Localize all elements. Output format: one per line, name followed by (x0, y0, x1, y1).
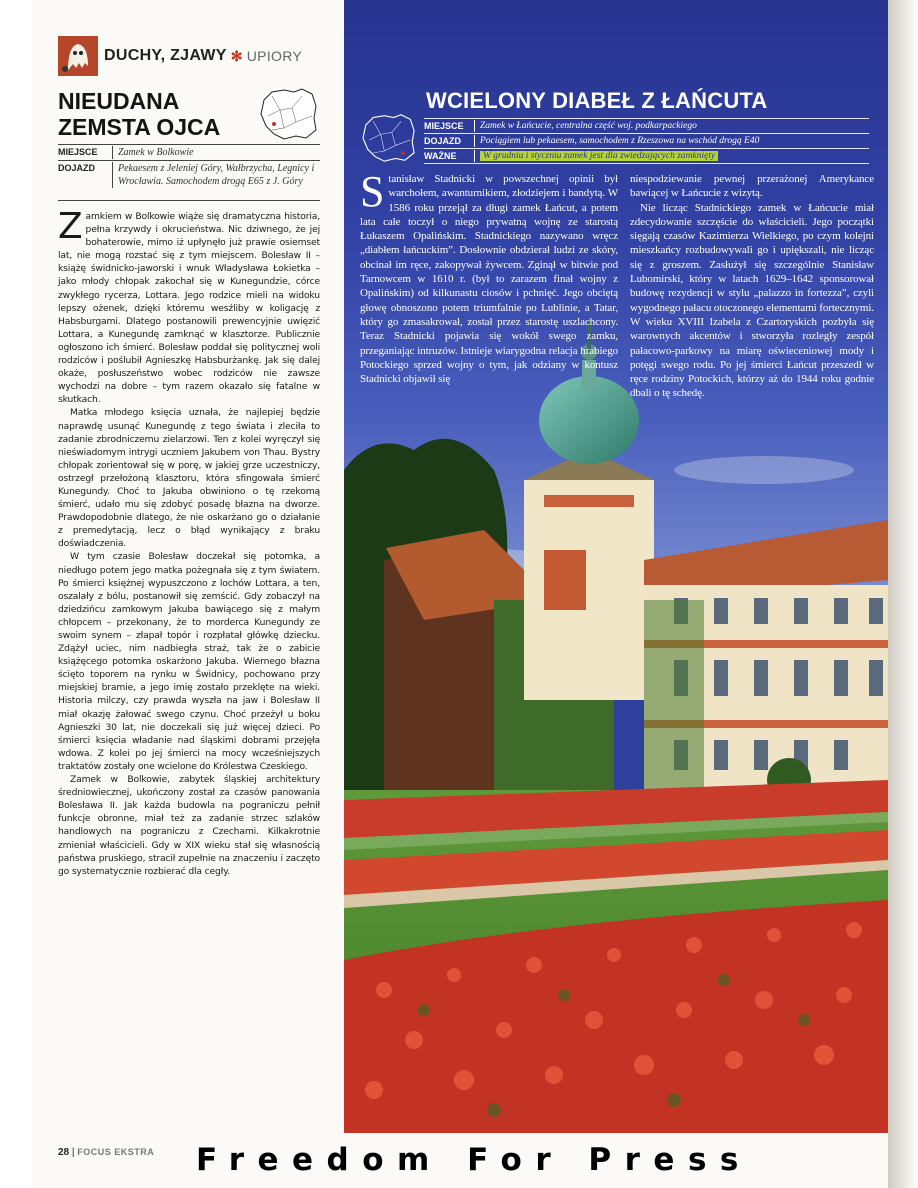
left-paragraph-1-text: amkiem w Bolkowie wiąże się dramatyczna historia, pełna krzywdy i okrucieństwa. Nic dziwnego, że jej bohaterowie, mimo iż upłynęło już prawie osiemset lat, nie mogą rozstać się z tym miejscem. Bolesław II – książę świdnicko-jaworski i wnuk Władysława Łokietka – jako młody chłopak zakochał się w Kunegundzie, córce zwykłego rycerza, Lottara. Jego rodzice mieli na widoku lepszy ożenek, dzięki któremu wesźliby w koligację z Habsburgami. Dlatego postanowili prewencyjnie uwięzić Lottara, a Kunegundę zamknąć w klasztorze. Publicznie ogłoszono ich śmierć. Bolesław poddał się politycznej woli rodziców i poślubił Agnieszkę Habsburżankę. Jak się dalej okaże, posłuszeństwo wobec rodziców nie zawsze wychodzi na dobre – tym razem okazało się fatalne w skutkach. (58, 211, 320, 406)
left-title-line-2: ZEMSTA OJCA (58, 114, 221, 140)
right-article-panel (344, 0, 888, 1133)
poland-map-icon-right (360, 112, 418, 164)
left-paragraph-1 (58, 206, 320, 406)
right-article-title: WCIELONY DIABEŁ Z ŁAŃCUTA (426, 88, 768, 113)
left-meta-rule-bottom (58, 200, 320, 201)
kicker-part2: UPIORY (246, 48, 302, 64)
left-drop-cap: Z (58, 206, 83, 247)
right-meta-important-value (474, 150, 718, 162)
left-paragraph-2: Matka młodego księcia uznała, że najlepiej będzie naprawdę usunąć Kunegundę z tego świata i zleciła to zadanie zbrodniczemu zielarzowi. Ten z kolei wyręczył się nieświadomym intrygi uczniem Jakubem von Thau. Bystry chłopak zorientował się w porę, w jakiej grze uczestniczy, ostrzegł przełożoną klasztoru, która sfingowała śmierć Kunegundy. Choć to Jakuba obwiniono o tę rzekomą śmierć, udało mu się zdobyć posadę błazna na dworze. Prawdopodobnie dlatego, że nie oskarżano go o działanie z premedytacją, lecz o błąd wynikający z braku doświadczenia. (58, 407, 320, 550)
magazine-name: FOCUS EKSTRA (77, 1147, 155, 1157)
left-meta-access-value: Pekaesem z Jeleniej Góry, Wałbrzycha, Legnicy i Wrocławia. Samochodem drogą E65 z J. Góry (112, 162, 316, 188)
freedom-for-press-watermark: Freedom For Press (196, 1142, 752, 1178)
right-drop-cap: S (360, 167, 385, 216)
section-kicker (58, 36, 302, 76)
right-meta-place (424, 120, 869, 132)
left-meta-access (58, 162, 320, 188)
kicker-part1: DUCHY, ZJAWY (104, 47, 227, 64)
left-title-line-1: NIEUDANA (58, 88, 180, 114)
page-number: 28 (58, 1147, 70, 1158)
right-col1-text: tanisław Stadnicki w powszechnej opinii był warchołem, awanturnikiem, złodziejem i bandytą. W 1586 roku przejął za długi zamek Łańcut, a potem lata całe toczył o niego prywatną wojnę ze starostą Łukaszem Opalińskim. Stadnickiego nazywano wręcz „diabłem łańcuckim”. Dosłownie obdzierał ludzi ze skóry, obcinał im ręce, zakopywał żywcem. Zginął w bitwie pod Tarnowcem w 1610 r. (był to zarazem finał wojny z Opalińskim) od kilkunastu ciosów i pchnięć. Jego obciętą głowę obnoszono potem triumfalnie po Lublinie, a Tatar, który go zmasakrował, został przez starostę uszlachcony. Teraz Stadnicki pojawia się wokół swego zamku, przeganiając intruzów. Istnieje wiarygodna relacja hrabiego Potockiego sprzed wojny o tym, jak odziany w kontusz Stadnicki objawił się (360, 173, 618, 386)
right-col2-paragraph-2: Nie licząc Stadnickiego zamek w Łańcucie miał zdecydowanie szczęście do właścicieli. Jego początki sięgają czasów Kazimierza Wielkiego, po czym kolejni mieszkańcy rozbudowywali go i upiększali, nie licząc się z groszem. Zasłużył się szczególnie Stanisław Lubomirski, który w latach 1629–1642 sponsorował budowę rezydencji w stylu „palazzo in fortezza”, czyli wygodnego pałacu otoczonego elementami fortecznymi. W wieku XVIII Izabela z Czartoryskich pozbyła się warownych akcentów i stworzyła rozległy zespół pałacowo-parkowy na miarę oświeceniowej mody i potęgi swego rodu. Po jej śmierci Łańcut przeszedł w ręce rodziny Potockich, którzy aż do 1944 roku godnie dbali o tę schedę. (630, 201, 874, 400)
poland-map-icon (258, 86, 320, 142)
right-meta-important (424, 150, 869, 162)
left-meta-rule-mid (58, 160, 320, 161)
right-article-column-1 (360, 167, 618, 386)
left-article-title (58, 88, 258, 140)
left-meta-rule-top (58, 144, 320, 145)
right-meta-rule-2 (424, 133, 869, 134)
right-meta-access-value: Pociągiem lub pekaesem, samochodem z Rzeszowa na wschód drogą E40 (474, 135, 759, 147)
right-col1-paragraph (360, 167, 618, 386)
right-meta-access-label: DOJAZD (424, 136, 462, 146)
right-meta-place-value: Zamek w Łańcucie, centralna część woj. podkarpackiego (474, 120, 697, 132)
right-col2-paragraph-1: niespodziewanie pewnej przerażonej Amerykance bawiącej w Łańcucie z wizytą. (630, 173, 874, 200)
important-highlight: W grudniu i styczniu zamek jest dla zwiedzających zamknięty (480, 151, 718, 161)
left-article-body (58, 206, 320, 878)
ghost-icon (58, 36, 98, 76)
folio-separator: | (71, 1147, 78, 1158)
left-meta-place (58, 146, 320, 159)
kicker-star: ✻ (230, 47, 243, 64)
left-paragraph-4: Zamek w Bolkowie, zabytek śląskiej architektury średniowiecznej, ukończony został za czasów panowania Bolesława II. Jak każda budowla na pograniczu pełnił funkcje obronne, miał też za zadanie strzec szlaków handlowych na pograniczu z Czechami. Kilkakrotnie zmieniał właścicieli. Gdy w XIX wieku stał się własnością państwa pruskiego, stracił zupełnie na znaczeniu i zaczęto go systematycznie rozbierać dla cegły. (58, 774, 320, 877)
right-meta-rule-3 (424, 148, 869, 149)
right-meta-rule-bottom (424, 163, 869, 164)
right-meta-access (424, 135, 869, 147)
left-meta-access-label: DOJAZD (58, 163, 96, 173)
page-edge-shadow (888, 0, 918, 1188)
right-meta-rule-top (424, 118, 869, 119)
page-folio (58, 1147, 154, 1158)
left-meta-place-value: Zamek w Bolkowie (112, 146, 316, 159)
right-meta-important-label: WAŻNE (424, 151, 457, 161)
right-article-column-2 (630, 172, 874, 401)
right-meta-place-label: MIEJSCE (424, 121, 464, 131)
left-meta-place-label: MIEJSCE (58, 147, 98, 157)
left-paragraph-3: W tym czasie Bolesław doczekał się potomka, a niedługo potem jego matka pożegnała się z tym światem. Po śmierci księżnej wypuszczono z lochów Lottara, a ten, oszalały z bólu, postanowił się zemścić. Gdy zobaczył na dziedzińcu zamkowym Jakuba bawiącego się z małym chłopcem – przekonany, że to morderca Kunegundy ze swoim synem – złapał topór i rozpłatał główkę dziecku. Zdążył uciec, nim nadbiegła straż, tak że o zabicie książęcego potomka oskarżono Jakuba. Wiernego błazna ścięto toporem na rynku w Świdnicy, pochowano przy miejskiej bramie, a jego imię zostało przeklęte na wieki. Historia milczy, czy prawda wyszła na jaw i Bolesław II miał okazję żałować swego czynu. Choć przeżył u boku Agnieszki 30 lat, nie doczekali się już więcej dzieci. Po śmierci księcia władanie nad śląskimi dobrami przejęła wdowa. Z kolei po jej śmierci na mocy wcześniejszych traktatów zostały one wcielone do Królestwa Czeskiego. (58, 551, 320, 772)
castle-photo (344, 0, 888, 1133)
